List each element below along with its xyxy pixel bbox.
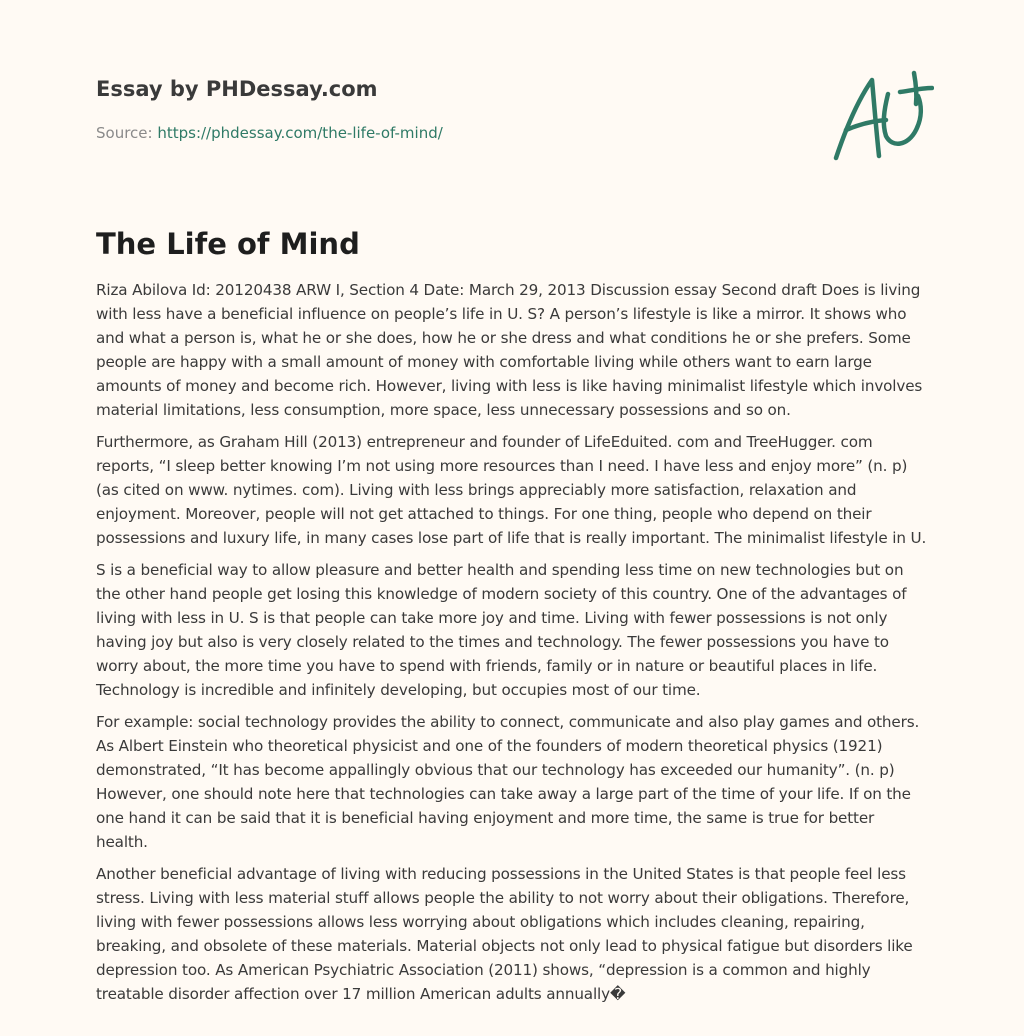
source-link[interactable]: https://phdessay.com/the-life-of-mind/ bbox=[157, 124, 443, 142]
essay-paragraph: Furthermore, as Graham Hill (2013) entrepreneur and founder of LifeEduited. com and TreeHugger. com reports, “I sleep better knowing I’m not using more resources than I need. I have less and enjoy more” (n. p) (as cited on www. nytimes. com). Living with less brings appreciably more satisfaction, relaxation and enjoyment. Moreover, people will not get attached to things. For one thing, people who depend on their possessions and luxury life, in many cases lose part of life that is really important. The minimalist lifestyle in U. bbox=[96, 433, 927, 547]
essay-title: The Life of Mind bbox=[96, 227, 360, 261]
page-header bbox=[96, 0, 928, 200]
source-label: Source: bbox=[96, 124, 158, 142]
essay-paragraph: For example: social technology provides the ability to connect, communicate and also play games and others. As Albert Einstein who theoretical physicist and one of the founders of modern theoretical physics (1921) demonstrated, “It has become appallingly obvious that our technology has exceeded our humanity”. (n. p) However, one should note here that technologies can take away a large part of the time of your life. If on the one hand it can be said that it is beneficial having enjoyment and more time, the same is true for better health. bbox=[96, 713, 920, 851]
site-title: Essay by PHDessay.com bbox=[96, 77, 378, 101]
essay-paragraph: Another beneficial advantage of living with reducing possessions in the United States is that people feel less stress. Living with less material stuff allows people the ability to not worry about their obligations. Therefore, living with fewer possessions allows less worrying about obligations which includes cleaning, repairing, breaking, and obsolete of these materials. Material objects not only lead to physical fatigue but disorders like depression too. As American Psychiatric Association (2011) shows, “depression is a common and highly treatable disorder affection over 17 million American adults annually� bbox=[96, 865, 913, 1003]
essay-paragraph: S is a beneficial way to allow pleasure and better health and spending less time on new technologies but on the other hand people get losing this knowledge of modern society of this country. One of the advantages of living with less in U. S is that people can take more joy and time. Living with fewer possessions is not only having joy but also is very closely related to the times and technology. The fewer possessions you have to worry about, the more time you have to spend with friends, family or in nature or beautiful places in life. Technology is incredible and infinitely developing, but occupies most of our time. bbox=[96, 561, 907, 699]
essay-paragraph: Riza Abilova Id: 20120438 ARW I, Section 4 Date: March 29, 2013 Discussion essay Second draft Does is living with less have a beneficial influence on people’s life in U. S? A person’s lifestyle is like a mirror. It shows who and what a person is, what he or she does, how he or she dress and what conditions he or she prefers. Some people are happy with a small amount of money with comfortable living while others want to earn large amounts of money and become rich. However, living with less is like having minimalist lifestyle which involves material limitations, less consumption, more space, less unnecessary possessions and so on. bbox=[96, 281, 923, 419]
a-plus-logo-icon bbox=[830, 66, 934, 166]
source-line bbox=[96, 124, 443, 142]
